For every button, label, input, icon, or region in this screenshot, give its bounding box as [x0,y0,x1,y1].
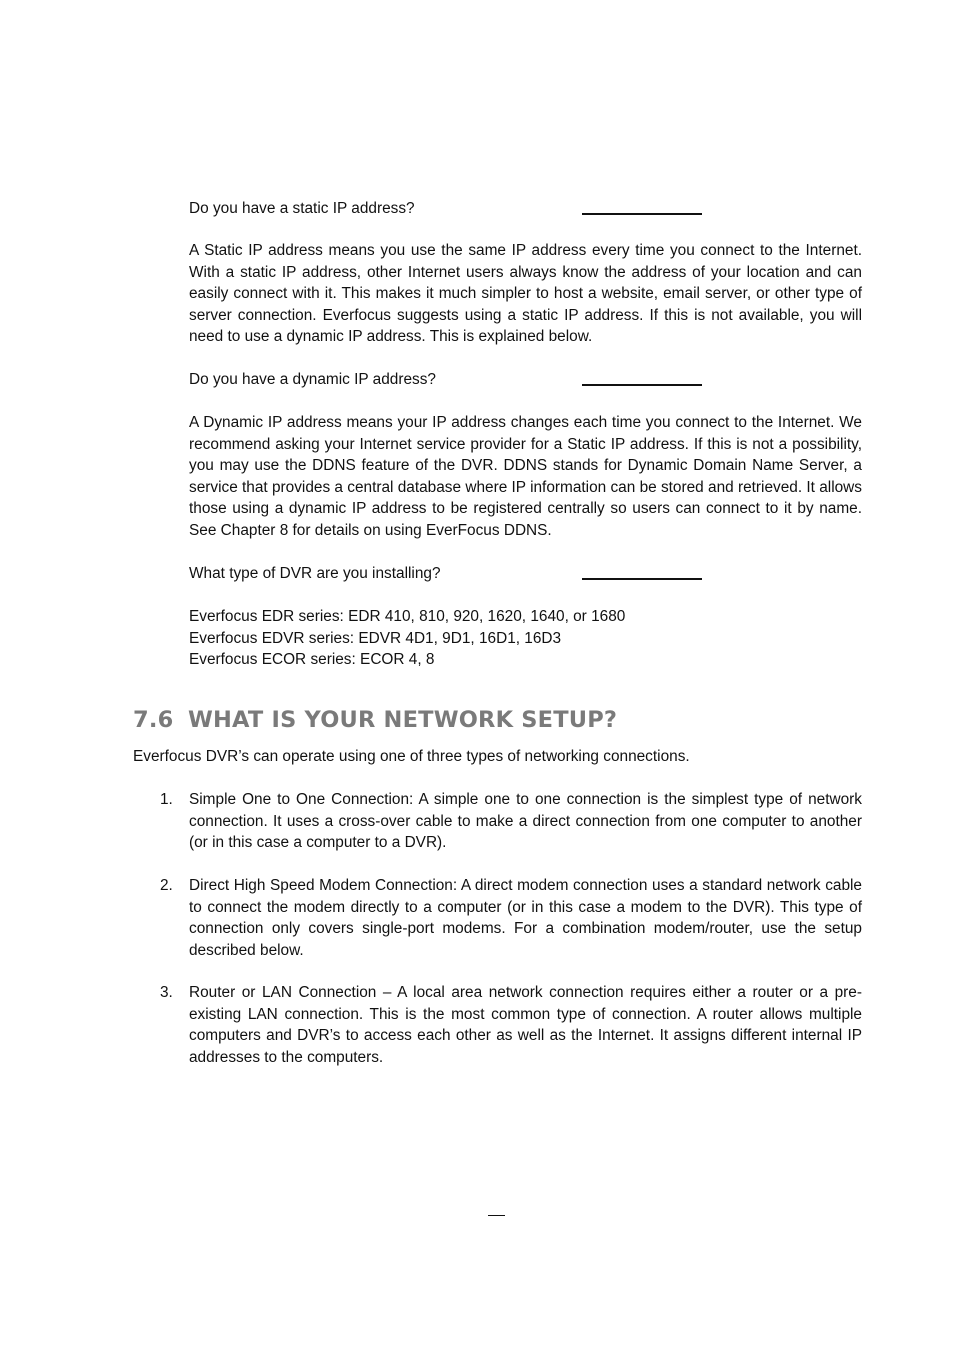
static-ip-paragraph: A Static IP address means you use the same IP address every time you connect to the Internet. With a static IP address, other Internet users always know the address of your location and can easily connect with it. This makes it much simpler to host a website, email server, or other type of server connection. Everfocus suggests using a static IP address. If this is not available, you will need to use a dynamic IP address. This is explained below. [189,242,862,345]
list-item-text: Direct High Speed Modem Connection: A direct modem connection uses a standard network cable to connect the modem directly to a computer (or in this case a modem to the DVR). This type of connection only covers single-port modems. For a combination modem/router, use the setup described below. [189,877,862,959]
dvr-series-edr: Everfocus EDR series: EDR 410, 810, 920, 1620, 1640, or 1680 [189,608,626,625]
list-item-number: 3. [160,984,173,1001]
section-number: 7.6 [133,707,174,733]
page-footer-rule [488,1215,505,1216]
list-item [160,875,862,961]
static-ip-question [189,198,862,220]
list-item [160,982,862,1068]
list-item-text: Router or LAN Connection – A local area network connection requires either a router or a pre-existing LAN connection. This is the most common type of connection. A router allows multiple computers and DVR’s to access each other as well as the Internet. It assigns different internal IP addresses to the computers. [189,984,862,1066]
dynamic-ip-question [189,369,862,391]
section-intro: Everfocus DVR’s can operate using one of three types of networking connections. [133,748,690,765]
dvr-series-edvr: Everfocus EDVR series: EDVR 4D1, 9D1, 16D1, 16D3 [189,629,562,647]
dvr-type-question [189,563,862,585]
section-heading [133,704,617,736]
dvr-type-question-text: What type of DVR are you installing? [189,565,441,582]
dvr-series-ecor: Everfocus ECOR series: ECOR 4, 8 [189,651,435,668]
dvr-type-answer-blank [582,578,702,580]
static-ip-question-text: Do you have a static IP address? [189,200,415,217]
dynamic-ip-question-text: Do you have a dynamic IP address? [189,371,436,388]
static-ip-answer-blank [582,213,702,215]
list-item-number: 1. [160,791,173,808]
list-item-text: Simple One to One Connection: A simple one to one connection is the simplest type of network connection. It uses a cross-over cable to make a direct connection from one computer to another (or in this case a computer to a DVR). [189,791,862,851]
dynamic-ip-paragraph: A Dynamic IP address means your IP address changes each time you connect to the Internet. We recommend asking your Internet service provider for a Static IP address. If this is not a possibility, you may use the DDNS feature of the DVR. DDNS stands for Dynamic Domain Name Server, a service that provides a central database where IP information can be stored and retrieved. It allows those using a dynamic IP address to be registered centrally so users can connect to it by name. See Chapter 8 for details on using EverFocus DDNS. [189,414,862,539]
dvr-series-list [189,606,862,671]
dynamic-ip-answer-blank [582,384,702,386]
list-item [160,789,862,854]
list-item-number: 2. [160,877,173,894]
section-title: WHAT IS YOUR NETWORK SETUP? [188,707,618,733]
